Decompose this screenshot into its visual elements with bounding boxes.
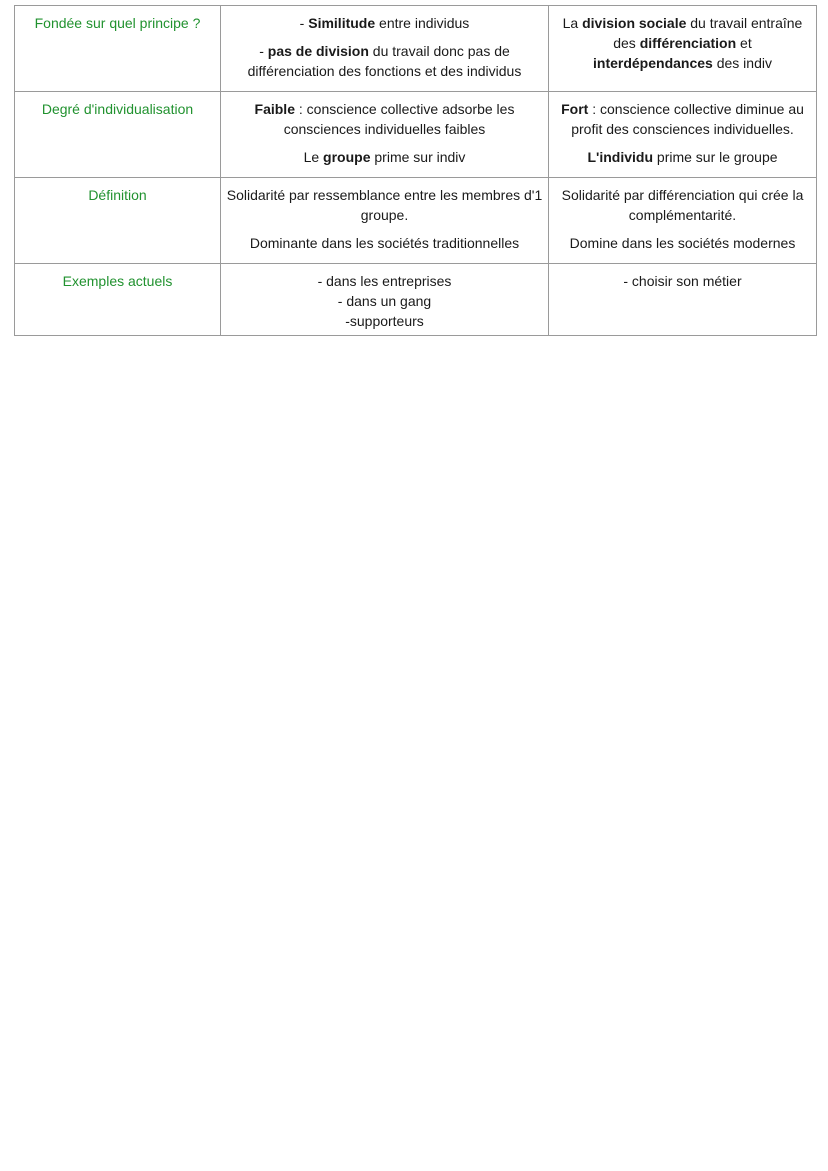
cell-paragraph: Le groupe prime sur indiv (303, 149, 466, 165)
example-line: -supporteurs (345, 313, 424, 329)
cell-paragraph: Solidarité par ressemblance entre les membres d'1 groupe. (226, 187, 543, 223)
row-label-individualisation: Degré d'individualisation (15, 92, 221, 178)
cell-organic-exemples (549, 264, 817, 336)
cell-paragraph: La division sociale du travail entraîne des différenciation et interdépendances des indiv (562, 15, 803, 71)
cell-paragraph: Dominante dans les sociétés traditionnelles (249, 235, 520, 251)
cell-paragraph: - Similitude entre individus (299, 15, 470, 31)
cell-mechanical-exemples (221, 264, 549, 336)
cell-paragraph: - choisir son métier (623, 273, 742, 289)
cell-organic-definition (549, 178, 817, 264)
example-line: - dans les entreprises (317, 273, 452, 289)
cell-paragraph: Domine dans les sociétés modernes (569, 235, 796, 251)
solidarity-comparison-table (14, 5, 817, 336)
table-row (15, 6, 817, 92)
cell-mechanical-definition (221, 178, 549, 264)
cell-organic-individualisation (549, 92, 817, 178)
cell-paragraph: L'individu prime sur le groupe (587, 149, 778, 165)
table-row (15, 92, 817, 178)
row-label-exemples: Exemples actuels (15, 264, 221, 336)
row-label-definition: Définition (15, 178, 221, 264)
example-line: - dans un gang (337, 293, 432, 309)
cell-mechanical-principe (221, 6, 549, 92)
cell-paragraph: Faible : conscience collective adsorbe les consciences individuelles faibles (254, 101, 515, 137)
cell-organic-principe (549, 6, 817, 92)
table-row (15, 264, 817, 336)
row-label-principe: Fondée sur quel principe ? (15, 6, 221, 92)
cell-paragraph: Solidarité par différenciation qui crée la complémentarité. (561, 187, 804, 223)
cell-mechanical-individualisation (221, 92, 549, 178)
table-row (15, 178, 817, 264)
cell-paragraph: Fort : conscience collective diminue au profit des consciences individuelles. (561, 101, 804, 137)
cell-paragraph: - pas de division du travail donc pas de différenciation des fonctions et des individus (247, 43, 522, 79)
